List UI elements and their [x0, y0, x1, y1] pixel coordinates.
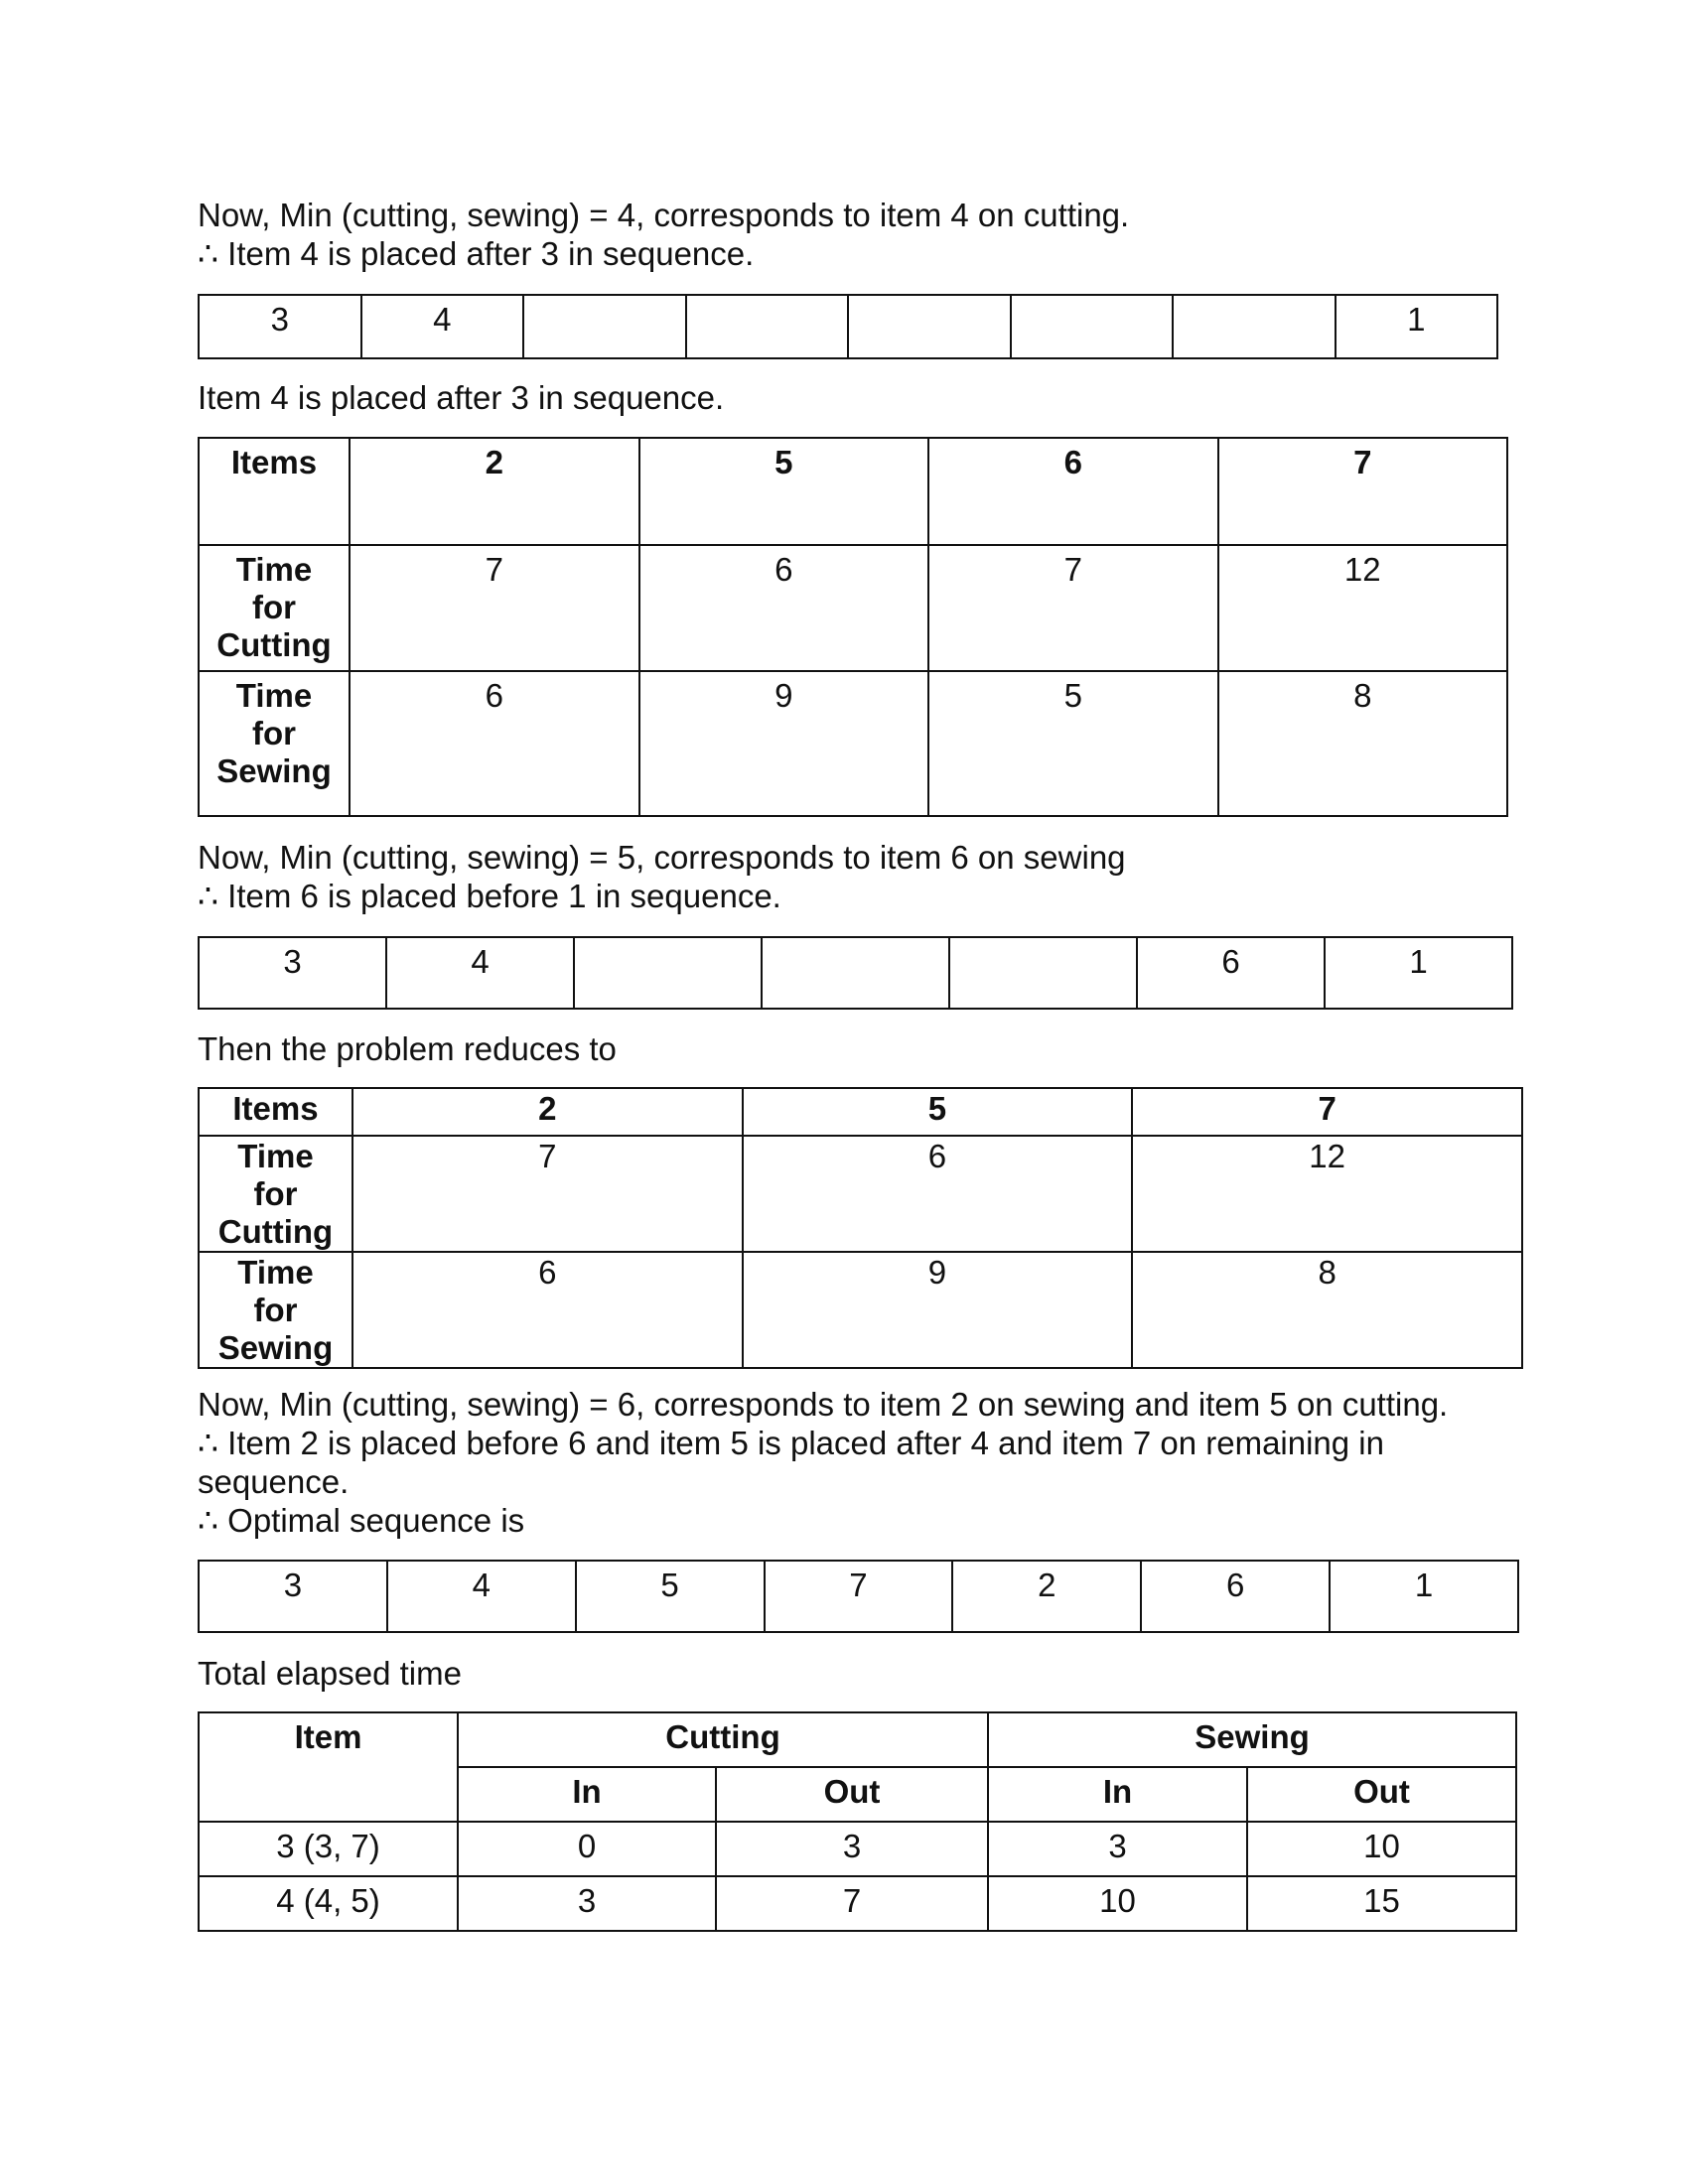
sequence-cell: 4: [386, 937, 574, 1009]
sequence-cell: 3: [199, 295, 361, 358]
section-4-caption: [198, 1029, 617, 1068]
row-label-cutting: [199, 1136, 352, 1252]
sewing-time-cell: 6: [352, 1252, 743, 1368]
cutting-in-header: In: [458, 1767, 716, 1822]
sequence-cell: [686, 295, 849, 358]
items-table-1: [198, 437, 1508, 817]
section-1-text: [198, 196, 1129, 273]
text-line: sequence.: [198, 1463, 350, 1500]
item-cell: 3 (3, 7): [199, 1822, 458, 1876]
sewing-time-cell: 5: [928, 671, 1218, 816]
sewing-in-cell: 3: [988, 1822, 1247, 1876]
item-header: 5: [743, 1088, 1133, 1136]
section-5-text: [198, 1385, 1448, 1540]
item-header: 2: [352, 1088, 743, 1136]
text-line: Now, Min (cutting, sewing) = 4, corresponds to item 4 on cutting.: [198, 197, 1130, 233]
elapsed-time-table: [198, 1711, 1517, 1932]
sequence-cell: 3: [199, 937, 386, 1009]
cutting-header: Cutting: [458, 1712, 988, 1767]
sewing-time-cell: 8: [1132, 1252, 1522, 1368]
sequence-cell: 1: [1325, 937, 1512, 1009]
cutting-in-cell: 3: [458, 1876, 716, 1931]
sewing-time-cell: 9: [639, 671, 929, 816]
label-line: Items: [230, 444, 318, 480]
table-row: [199, 1822, 1516, 1876]
item-header: 5: [639, 438, 929, 545]
sequence-cell: 6: [1137, 937, 1325, 1009]
sewing-in-header: In: [988, 1767, 1247, 1822]
label-line: for: [252, 589, 296, 625]
cutting-time-cell: 6: [639, 545, 929, 671]
label-line: Sewing: [216, 752, 332, 789]
cutting-time-cell: 12: [1218, 545, 1508, 671]
item-cell: 4 (4, 5): [199, 1876, 458, 1931]
sewing-time-cell: 9: [743, 1252, 1133, 1368]
cutting-out-cell: 7: [716, 1876, 988, 1931]
label-line: Items: [232, 1090, 319, 1127]
label-line: Sewing: [217, 1329, 334, 1366]
table-row: [199, 1876, 1516, 1931]
sewing-in-cell: 10: [988, 1876, 1247, 1931]
sequence-cell: 6: [1141, 1561, 1330, 1632]
item-header: Item: [199, 1712, 458, 1822]
text-line: Then the problem reduces to: [198, 1030, 617, 1067]
sequence-cell: 2: [952, 1561, 1141, 1632]
section-6-caption: [198, 1654, 462, 1693]
cutting-time-cell: 7: [350, 545, 639, 671]
sequence-cell: [574, 937, 762, 1009]
label-line: for: [253, 1292, 298, 1328]
label-line: for: [253, 1175, 298, 1212]
label-line: Time: [237, 1138, 314, 1174]
cutting-time-cell: 7: [928, 545, 1218, 671]
label-line: for: [252, 715, 296, 751]
optimal-sequence-table: [198, 1560, 1519, 1633]
sequence-table-1: [198, 294, 1498, 359]
sequence-cell: [1173, 295, 1336, 358]
cutting-in-cell: 0: [458, 1822, 716, 1876]
sewing-time-cell: 8: [1218, 671, 1508, 816]
sequence-cell: 1: [1330, 1561, 1518, 1632]
row-label-sewing: [199, 1252, 352, 1368]
section-3-text: [198, 838, 1126, 915]
label-line: Time: [237, 1254, 314, 1291]
row-label-items: [199, 1088, 352, 1136]
row-label-cutting: [199, 545, 350, 671]
sewing-out-cell: 10: [1247, 1822, 1516, 1876]
item-header: 2: [350, 438, 639, 545]
text-line: ∴ Item 2 is placed before 6 and item 5 is placed after 4 and item 7 on remaining in: [198, 1425, 1384, 1461]
sewing-out-header: Out: [1247, 1767, 1516, 1822]
sequence-cell: 1: [1336, 295, 1498, 358]
text-line: ∴ Optimal sequence is: [198, 1502, 525, 1539]
sequence-cell: [848, 295, 1011, 358]
text-line: Total elapsed time: [198, 1655, 462, 1692]
cutting-out-header: Out: [716, 1767, 988, 1822]
label-line: Cutting: [217, 1213, 334, 1250]
label-line: Cutting: [216, 626, 332, 663]
sewing-header: Sewing: [988, 1712, 1516, 1767]
sequence-cell: 4: [361, 295, 524, 358]
cutting-time-cell: 12: [1132, 1136, 1522, 1252]
text-line: ∴ Item 6 is placed before 1 in sequence.: [198, 878, 781, 914]
sequence-cell: 7: [765, 1561, 953, 1632]
text-line: ∴ Item 4 is placed after 3 in sequence.: [198, 235, 755, 272]
sequence-cell: [762, 937, 949, 1009]
text-line: Item 4 is placed after 3 in sequence.: [198, 379, 725, 416]
section-2-caption: [198, 378, 724, 417]
text-line: Now, Min (cutting, sewing) = 6, corresponds to item 2 on sewing and item 5 on cutting.: [198, 1386, 1449, 1423]
sequence-cell: [523, 295, 686, 358]
sewing-time-cell: 6: [350, 671, 639, 816]
item-header: 7: [1218, 438, 1508, 545]
cutting-time-cell: 6: [743, 1136, 1133, 1252]
label-line: Time: [235, 551, 313, 588]
sequence-cell: [1011, 295, 1174, 358]
sequence-cell: [949, 937, 1137, 1009]
item-header: 7: [1132, 1088, 1522, 1136]
label-line: Time: [235, 677, 313, 714]
row-label-sewing: [199, 671, 350, 816]
sequence-cell: 4: [387, 1561, 576, 1632]
cutting-out-cell: 3: [716, 1822, 988, 1876]
sequence-table-2: [198, 936, 1513, 1010]
items-table-2: [198, 1087, 1523, 1369]
row-label-items: [199, 438, 350, 545]
text-line: Now, Min (cutting, sewing) = 5, corresponds to item 6 on sewing: [198, 839, 1126, 876]
sequence-cell: 3: [199, 1561, 387, 1632]
item-header: 6: [928, 438, 1218, 545]
cutting-time-cell: 7: [352, 1136, 743, 1252]
sewing-out-cell: 15: [1247, 1876, 1516, 1931]
sequence-cell: 5: [576, 1561, 765, 1632]
